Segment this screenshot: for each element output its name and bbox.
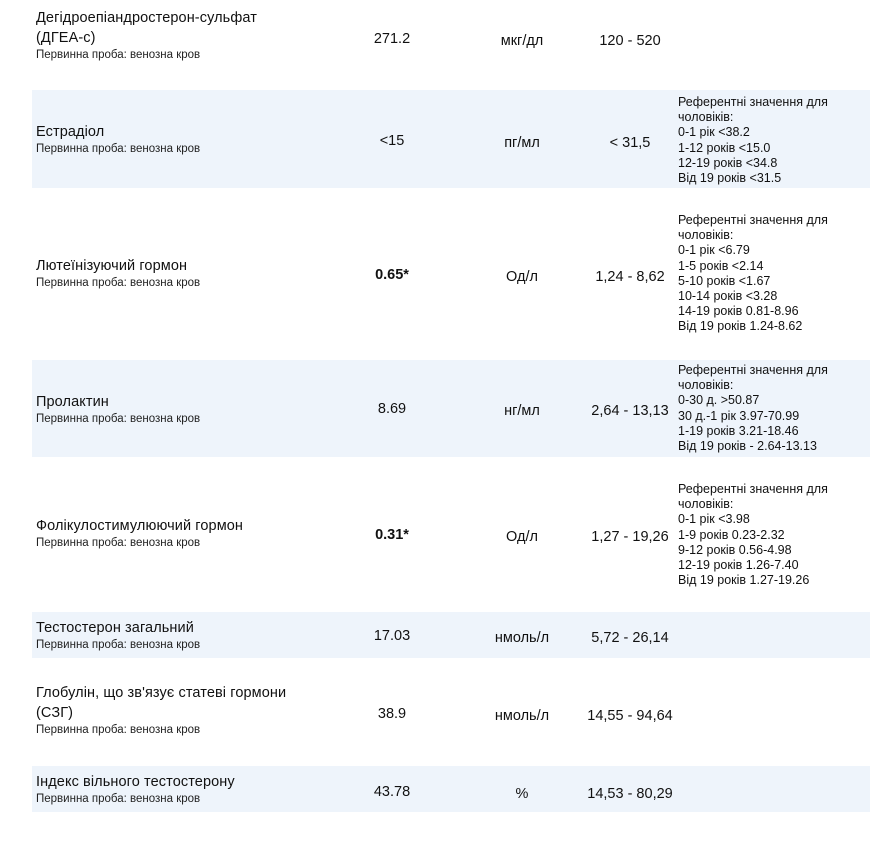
test-name: Індекс вільного тестостерону <box>36 774 235 790</box>
reference-note-line: 30 д.-1 рік 3.97-70.99 <box>678 408 800 423</box>
table-row <box>32 90 870 188</box>
test-name: (ДГЕА-с) <box>36 30 96 46</box>
test-name-block <box>36 122 200 157</box>
test-name: Естрадіол <box>36 124 105 140</box>
reference-note-line: Від 19 років 1.24-8.62 <box>678 319 803 334</box>
result-unit: Од/л <box>506 529 538 545</box>
reference-note-line: чоловіків: <box>678 497 734 512</box>
sample-type: Первинна проба: венозна кров <box>36 724 201 736</box>
test-name: Лютеїнізуючий гормон <box>36 258 188 274</box>
reference-note-line: чоловіків: <box>678 228 734 243</box>
reference-range: 5,72 - 26,14 <box>591 630 669 646</box>
result-unit: нмоль/л <box>494 630 550 646</box>
sample-type: Первинна проба: венозна кров <box>36 277 201 289</box>
test-name-block <box>36 772 235 807</box>
reference-note-line: 0-1 рік <6.79 <box>678 243 750 258</box>
reference-note-line: чоловіків: <box>678 110 734 125</box>
reference-note-line: 9-12 років 0.56-4.98 <box>678 542 792 557</box>
result-unit: пг/мл <box>504 135 540 151</box>
reference-note-line: 1-5 років <2.14 <box>678 258 764 273</box>
test-name-block <box>36 392 200 427</box>
table-row <box>32 612 870 658</box>
sample-type: Первинна проба: венозна кров <box>36 143 201 155</box>
reference-notes <box>678 482 868 588</box>
table-row <box>32 0 870 82</box>
reference-range: 2,64 - 13,13 <box>591 403 669 419</box>
test-name: Дегідроепіандростерон-сульфат <box>36 10 257 26</box>
result-unit: нмоль/л <box>494 708 550 724</box>
test-name-block <box>36 8 257 63</box>
test-name: Тестостерон загальний <box>36 620 194 636</box>
result-unit: нг/мл <box>504 403 540 419</box>
result-unit: мкг/дл <box>500 33 544 49</box>
sample-type: Первинна проба: венозна кров <box>36 793 201 805</box>
sample-type: Первинна проба: венозна кров <box>36 639 201 651</box>
reference-range: 1,27 - 19,26 <box>591 529 669 545</box>
reference-note-line: 12-19 років 1.26-7.40 <box>678 558 799 573</box>
reference-range: 120 - 520 <box>599 33 661 49</box>
test-name-block <box>36 516 243 551</box>
reference-notes <box>678 213 868 335</box>
reference-note-line: 0-1 рік <38.2 <box>678 125 750 140</box>
test-name: Фолікулостимулюючий гормон <box>36 518 244 534</box>
reference-note-line: Від 19 років - 2.64-13.13 <box>678 439 817 454</box>
test-name: Глобулін, що зв'язує статеві гормони <box>36 685 287 701</box>
result-unit: Од/л <box>506 269 538 285</box>
result-value: 8.69 <box>377 401 407 417</box>
reference-range: < 31,5 <box>609 135 651 151</box>
reference-note-line: 0-30 д. >50.87 <box>678 393 760 408</box>
table-row <box>32 678 870 748</box>
reference-range: 1,24 - 8,62 <box>595 269 665 285</box>
result-value: 271.2 <box>373 31 411 47</box>
sample-type: Первинна проба: венозна кров <box>36 537 201 549</box>
reference-note-line: чоловіків: <box>678 378 734 393</box>
table-row <box>32 470 870 596</box>
test-name-block <box>36 256 200 291</box>
reference-note-line: 1-9 років 0.23-2.32 <box>678 527 785 542</box>
test-name: (СЗГ) <box>36 705 74 721</box>
reference-note-line: 10-14 років <3.28 <box>678 289 778 304</box>
reference-note-line: 1-12 років <15.0 <box>678 140 771 155</box>
sample-type: Первинна проба: венозна кров <box>36 413 201 425</box>
reference-note-line: 14-19 років 0.81-8.96 <box>678 304 799 319</box>
reference-note-line: Від 19 років <31.5 <box>678 171 782 186</box>
test-name-block <box>36 618 200 653</box>
reference-range: 14,53 - 80,29 <box>587 786 673 802</box>
table-row <box>32 766 870 812</box>
reference-note-line: Референтні значення для <box>678 213 828 227</box>
test-name: Пролактин <box>36 394 109 410</box>
result-value: 43.78 <box>373 784 411 800</box>
reference-notes <box>678 95 868 186</box>
result-value: 0.65* <box>375 267 409 283</box>
reference-note-line: Від 19 років 1.27-19.26 <box>678 573 810 588</box>
reference-note-line: 12-19 років <34.8 <box>678 155 778 170</box>
result-value: 38.9 <box>377 706 407 722</box>
reference-notes <box>678 363 868 454</box>
result-value: 17.03 <box>373 628 411 644</box>
reference-note-line: Референтні значення для <box>678 363 828 377</box>
reference-note-line: 1-19 років 3.21-18.46 <box>678 423 799 438</box>
reference-note-line: Референтні значення для <box>678 95 828 109</box>
reference-note-line: 5-10 років <1.67 <box>678 273 771 288</box>
reference-note-line: 0-1 рік <3.98 <box>678 512 750 527</box>
test-name-block <box>36 683 286 738</box>
sample-type: Первинна проба: венозна кров <box>36 49 201 61</box>
reference-note-line: Референтні значення для <box>678 482 828 496</box>
result-value: 0.31* <box>375 527 409 543</box>
reference-range: 14,55 - 94,64 <box>587 708 673 724</box>
table-row <box>32 360 870 457</box>
table-row <box>32 206 870 340</box>
result-value: <15 <box>379 133 405 149</box>
result-unit: % <box>515 786 529 802</box>
